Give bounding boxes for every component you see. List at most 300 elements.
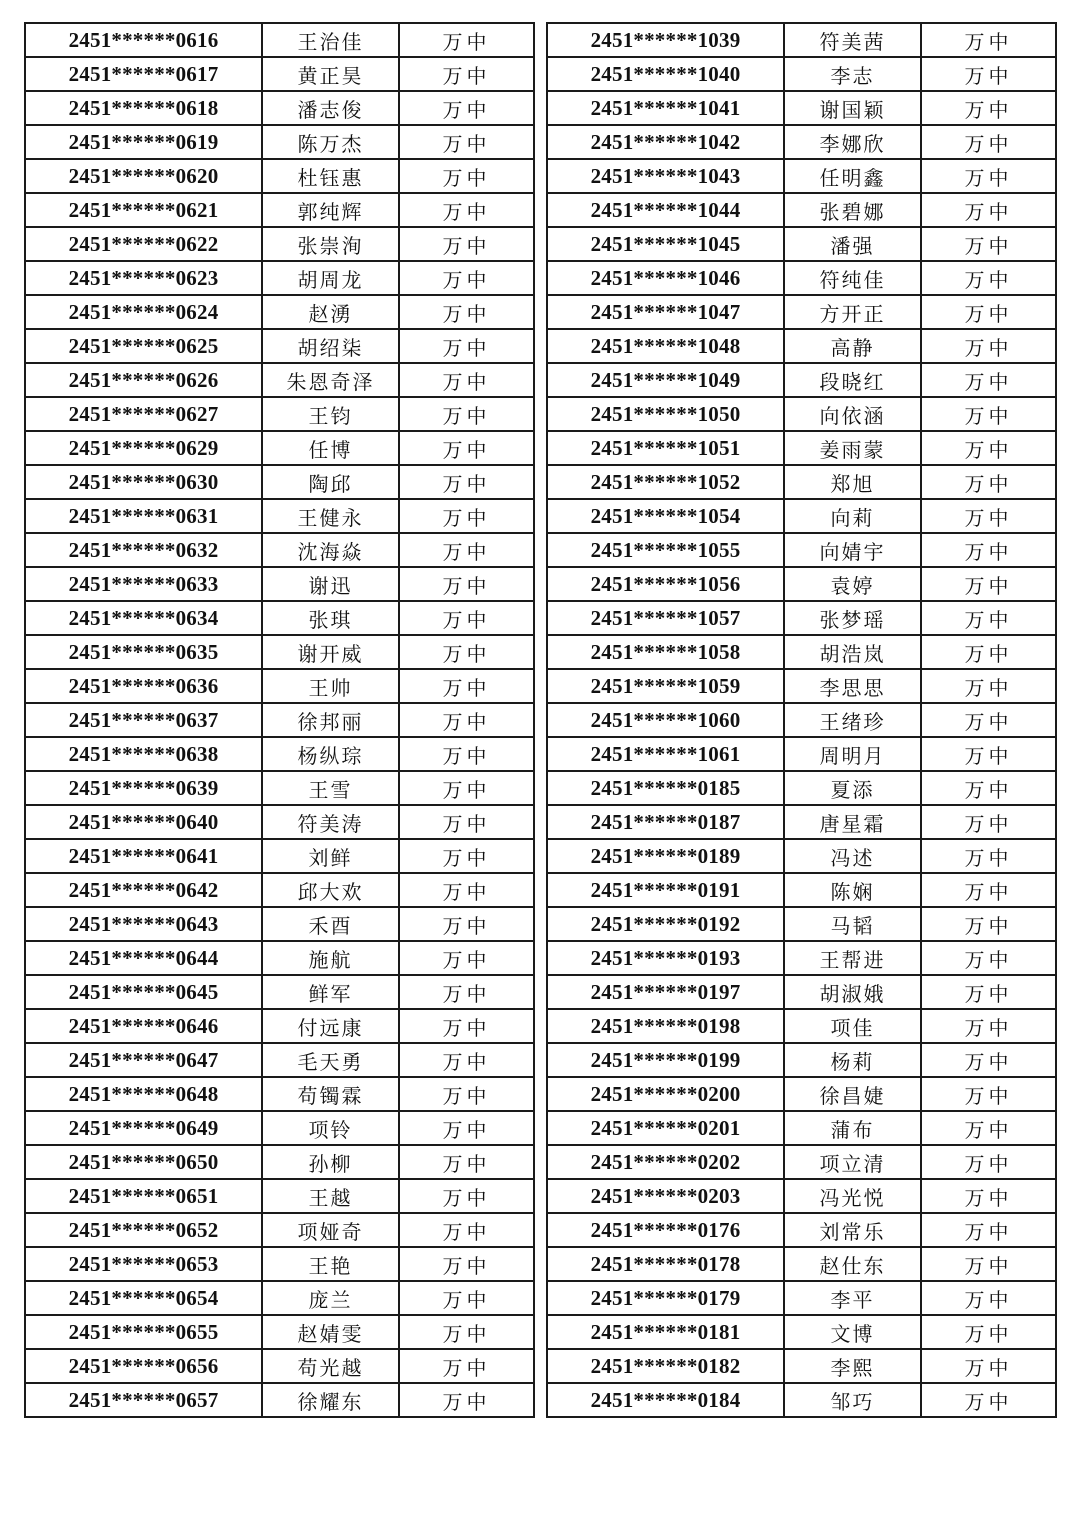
school-cell: 万中 — [921, 669, 1056, 703]
name-cell: 李娜欣 — [784, 125, 921, 159]
id-cell: 2451******0638 — [25, 737, 262, 771]
table-row — [25, 329, 534, 363]
table-row — [25, 907, 534, 941]
id-cell: 2451******0182 — [547, 1349, 784, 1383]
name-cell: 禾酉 — [262, 907, 399, 941]
name-cell: 项铃 — [262, 1111, 399, 1145]
name-cell: 李思思 — [784, 669, 921, 703]
school-cell: 万中 — [921, 295, 1056, 329]
name-cell: 王越 — [262, 1179, 399, 1213]
id-cell: 2451******0626 — [25, 363, 262, 397]
school-cell: 万中 — [399, 1281, 534, 1315]
name-cell: 刘鲜 — [262, 839, 399, 873]
school-cell: 万中 — [399, 261, 534, 295]
name-cell: 杨莉 — [784, 1043, 921, 1077]
name-cell: 付远康 — [262, 1009, 399, 1043]
id-cell: 2451******1054 — [547, 499, 784, 533]
name-cell: 沈海焱 — [262, 533, 399, 567]
school-cell: 万中 — [921, 1383, 1056, 1417]
id-cell: 2451******0625 — [25, 329, 262, 363]
name-cell: 赵湧 — [262, 295, 399, 329]
school-cell: 万中 — [399, 1247, 534, 1281]
table-row — [547, 499, 1056, 533]
name-cell: 李熙 — [784, 1349, 921, 1383]
name-cell: 邹巧 — [784, 1383, 921, 1417]
name-cell: 朱恩奇泽 — [262, 363, 399, 397]
school-cell: 万中 — [399, 1383, 534, 1417]
id-cell: 2451******1044 — [547, 193, 784, 227]
table-row — [25, 1077, 534, 1111]
id-cell: 2451******1045 — [547, 227, 784, 261]
school-cell: 万中 — [921, 635, 1056, 669]
id-cell: 2451******0635 — [25, 635, 262, 669]
id-cell: 2451******1059 — [547, 669, 784, 703]
school-cell: 万中 — [921, 1043, 1056, 1077]
name-cell: 王治佳 — [262, 23, 399, 57]
id-cell: 2451******0181 — [547, 1315, 784, 1349]
id-cell: 2451******1047 — [547, 295, 784, 329]
name-cell: 赵仕东 — [784, 1247, 921, 1281]
id-cell: 2451******0201 — [547, 1111, 784, 1145]
name-cell: 杨纵琮 — [262, 737, 399, 771]
id-cell: 2451******0623 — [25, 261, 262, 295]
school-cell: 万中 — [921, 159, 1056, 193]
school-cell: 万中 — [399, 397, 534, 431]
name-cell: 王雪 — [262, 771, 399, 805]
table-row — [25, 295, 534, 329]
name-cell: 苟镯霖 — [262, 1077, 399, 1111]
table-row — [547, 1315, 1056, 1349]
id-cell: 2451******0647 — [25, 1043, 262, 1077]
table-row — [25, 23, 534, 57]
id-cell: 2451******1046 — [547, 261, 784, 295]
school-cell: 万中 — [399, 125, 534, 159]
school-cell: 万中 — [399, 363, 534, 397]
id-cell: 2451******0656 — [25, 1349, 262, 1383]
name-cell: 李平 — [784, 1281, 921, 1315]
table-row — [25, 499, 534, 533]
id-cell: 2451******1043 — [547, 159, 784, 193]
table-row — [25, 1213, 534, 1247]
id-cell: 2451******0621 — [25, 193, 262, 227]
name-cell: 张碧娜 — [784, 193, 921, 227]
table-row — [25, 1247, 534, 1281]
table-row — [25, 533, 534, 567]
name-cell: 冯述 — [784, 839, 921, 873]
table-row — [25, 1383, 534, 1417]
table-row — [547, 465, 1056, 499]
name-cell: 陈娴 — [784, 873, 921, 907]
table-row — [25, 1281, 534, 1315]
table-row — [547, 227, 1056, 261]
table-row — [25, 737, 534, 771]
name-cell: 姜雨蒙 — [784, 431, 921, 465]
id-cell: 2451******0655 — [25, 1315, 262, 1349]
id-cell: 2451******0189 — [547, 839, 784, 873]
school-cell: 万中 — [921, 227, 1056, 261]
school-cell: 万中 — [921, 193, 1056, 227]
school-cell: 万中 — [399, 601, 534, 635]
table-row — [25, 669, 534, 703]
id-cell: 2451******0634 — [25, 601, 262, 635]
name-cell: 胡浩岚 — [784, 635, 921, 669]
school-cell: 万中 — [399, 703, 534, 737]
name-cell: 谢国颖 — [784, 91, 921, 125]
table-row — [25, 941, 534, 975]
roster-table-left — [24, 22, 535, 1418]
table-row — [547, 669, 1056, 703]
school-cell: 万中 — [399, 907, 534, 941]
name-cell: 蒲布 — [784, 1111, 921, 1145]
name-cell: 任博 — [262, 431, 399, 465]
id-cell: 2451******0624 — [25, 295, 262, 329]
name-cell: 王绪珍 — [784, 703, 921, 737]
school-cell: 万中 — [399, 1077, 534, 1111]
school-cell: 万中 — [921, 91, 1056, 125]
school-cell: 万中 — [921, 1315, 1056, 1349]
id-cell: 2451******1060 — [547, 703, 784, 737]
table-row — [547, 1383, 1056, 1417]
name-cell: 谢迅 — [262, 567, 399, 601]
id-cell: 2451******1055 — [547, 533, 784, 567]
table-row — [25, 431, 534, 465]
id-cell: 2451******0629 — [25, 431, 262, 465]
name-cell: 张梦瑶 — [784, 601, 921, 635]
table-row — [25, 193, 534, 227]
table-row — [547, 771, 1056, 805]
school-cell: 万中 — [921, 533, 1056, 567]
school-cell: 万中 — [921, 567, 1056, 601]
id-cell: 2451******0645 — [25, 975, 262, 1009]
table-row — [547, 839, 1056, 873]
school-cell: 万中 — [399, 805, 534, 839]
table-row — [547, 261, 1056, 295]
table-row — [25, 567, 534, 601]
name-cell: 潘强 — [784, 227, 921, 261]
id-cell: 2451******1052 — [547, 465, 784, 499]
table-row — [25, 1315, 534, 1349]
table-row — [547, 601, 1056, 635]
school-cell: 万中 — [921, 261, 1056, 295]
school-cell: 万中 — [399, 465, 534, 499]
id-cell: 2451******0617 — [25, 57, 262, 91]
school-cell: 万中 — [399, 1043, 534, 1077]
id-cell: 2451******0179 — [547, 1281, 784, 1315]
table-row — [547, 805, 1056, 839]
name-cell: 项立清 — [784, 1145, 921, 1179]
name-cell: 毛天勇 — [262, 1043, 399, 1077]
name-cell: 马韬 — [784, 907, 921, 941]
school-cell: 万中 — [921, 1213, 1056, 1247]
school-cell: 万中 — [399, 1349, 534, 1383]
school-cell: 万中 — [921, 703, 1056, 737]
id-cell: 2451******0653 — [25, 1247, 262, 1281]
name-cell: 邱大欢 — [262, 873, 399, 907]
school-cell: 万中 — [921, 873, 1056, 907]
name-cell: 徐邦丽 — [262, 703, 399, 737]
school-cell: 万中 — [399, 1213, 534, 1247]
name-cell: 孙柳 — [262, 1145, 399, 1179]
school-cell: 万中 — [399, 1111, 534, 1145]
id-cell: 2451******0622 — [25, 227, 262, 261]
id-cell: 2451******0641 — [25, 839, 262, 873]
table-row — [547, 295, 1056, 329]
id-cell: 2451******1039 — [547, 23, 784, 57]
id-cell: 2451******0203 — [547, 1179, 784, 1213]
school-cell: 万中 — [921, 1179, 1056, 1213]
name-cell: 项佳 — [784, 1009, 921, 1043]
school-cell: 万中 — [921, 1281, 1056, 1315]
id-cell: 2451******0616 — [25, 23, 262, 57]
school-cell: 万中 — [399, 669, 534, 703]
school-cell: 万中 — [399, 533, 534, 567]
table-row — [547, 91, 1056, 125]
school-cell: 万中 — [399, 567, 534, 601]
school-cell: 万中 — [399, 227, 534, 261]
name-cell: 徐耀东 — [262, 1383, 399, 1417]
name-cell: 张琪 — [262, 601, 399, 635]
name-cell: 文博 — [784, 1315, 921, 1349]
table-row — [25, 261, 534, 295]
school-cell: 万中 — [921, 839, 1056, 873]
name-cell: 王帮进 — [784, 941, 921, 975]
school-cell: 万中 — [399, 499, 534, 533]
id-cell: 2451******0644 — [25, 941, 262, 975]
name-cell: 刘常乐 — [784, 1213, 921, 1247]
id-cell: 2451******1050 — [547, 397, 784, 431]
school-cell: 万中 — [399, 1315, 534, 1349]
table-row — [25, 771, 534, 805]
name-cell: 向婧宇 — [784, 533, 921, 567]
table-row — [547, 329, 1056, 363]
roster-body-left — [25, 23, 534, 1417]
school-cell: 万中 — [921, 975, 1056, 1009]
table-row — [547, 431, 1056, 465]
school-cell: 万中 — [921, 737, 1056, 771]
name-cell: 杜钰惠 — [262, 159, 399, 193]
school-cell: 万中 — [399, 295, 534, 329]
table-row — [25, 397, 534, 431]
school-cell: 万中 — [399, 635, 534, 669]
name-cell: 鲜军 — [262, 975, 399, 1009]
name-cell: 王健永 — [262, 499, 399, 533]
school-cell: 万中 — [399, 23, 534, 57]
table-row — [25, 839, 534, 873]
id-cell: 2451******0640 — [25, 805, 262, 839]
id-cell: 2451******0632 — [25, 533, 262, 567]
name-cell: 方开正 — [784, 295, 921, 329]
table-row — [547, 1247, 1056, 1281]
name-cell: 赵婧雯 — [262, 1315, 399, 1349]
name-cell: 袁婷 — [784, 567, 921, 601]
table-row — [547, 703, 1056, 737]
table-row — [25, 159, 534, 193]
id-cell: 2451******0200 — [547, 1077, 784, 1111]
school-cell: 万中 — [399, 431, 534, 465]
school-cell: 万中 — [921, 601, 1056, 635]
id-cell: 2451******1061 — [547, 737, 784, 771]
name-cell: 符美茜 — [784, 23, 921, 57]
name-cell: 胡周龙 — [262, 261, 399, 295]
id-cell: 2451******1058 — [547, 635, 784, 669]
id-cell: 2451******1042 — [547, 125, 784, 159]
id-cell: 2451******0185 — [547, 771, 784, 805]
name-cell: 任明鑫 — [784, 159, 921, 193]
table-row — [25, 873, 534, 907]
table-row — [547, 1281, 1056, 1315]
table-row — [25, 465, 534, 499]
id-cell: 2451******0642 — [25, 873, 262, 907]
table-row — [25, 1009, 534, 1043]
school-cell: 万中 — [399, 329, 534, 363]
id-cell: 2451******0202 — [547, 1145, 784, 1179]
id-cell: 2451******0620 — [25, 159, 262, 193]
school-cell: 万中 — [921, 431, 1056, 465]
table-row — [25, 1349, 534, 1383]
id-cell: 2451******0627 — [25, 397, 262, 431]
table-row — [547, 1179, 1056, 1213]
id-cell: 2451******1057 — [547, 601, 784, 635]
name-cell: 胡绍柒 — [262, 329, 399, 363]
name-cell: 李志 — [784, 57, 921, 91]
school-cell: 万中 — [921, 397, 1056, 431]
name-cell: 唐星霜 — [784, 805, 921, 839]
table-row — [25, 975, 534, 1009]
name-cell: 谢开威 — [262, 635, 399, 669]
school-cell: 万中 — [399, 1009, 534, 1043]
school-cell: 万中 — [921, 57, 1056, 91]
name-cell: 高静 — [784, 329, 921, 363]
id-cell: 2451******0646 — [25, 1009, 262, 1043]
school-cell: 万中 — [921, 941, 1056, 975]
school-cell: 万中 — [399, 193, 534, 227]
id-cell: 2451******0651 — [25, 1179, 262, 1213]
table-row — [25, 363, 534, 397]
school-cell: 万中 — [399, 771, 534, 805]
name-cell: 陶邱 — [262, 465, 399, 499]
name-cell: 庞兰 — [262, 1281, 399, 1315]
school-cell: 万中 — [921, 907, 1056, 941]
school-cell: 万中 — [399, 873, 534, 907]
table-row — [547, 363, 1056, 397]
id-cell: 2451******1048 — [547, 329, 784, 363]
id-cell: 2451******0619 — [25, 125, 262, 159]
name-cell: 向莉 — [784, 499, 921, 533]
school-cell: 万中 — [399, 57, 534, 91]
table-row — [547, 1009, 1056, 1043]
school-cell: 万中 — [921, 1145, 1056, 1179]
school-cell: 万中 — [921, 125, 1056, 159]
school-cell: 万中 — [399, 1179, 534, 1213]
table-row — [25, 125, 534, 159]
id-cell: 2451******0618 — [25, 91, 262, 125]
id-cell: 2451******0631 — [25, 499, 262, 533]
id-cell: 2451******0187 — [547, 805, 784, 839]
table-row — [547, 1043, 1056, 1077]
id-cell: 2451******0643 — [25, 907, 262, 941]
name-cell: 苟光越 — [262, 1349, 399, 1383]
table-row — [25, 1111, 534, 1145]
name-cell: 施航 — [262, 941, 399, 975]
school-cell: 万中 — [921, 499, 1056, 533]
table-row — [547, 635, 1056, 669]
name-cell: 张崇洵 — [262, 227, 399, 261]
name-cell: 符美涛 — [262, 805, 399, 839]
name-cell: 符纯佳 — [784, 261, 921, 295]
id-cell: 2451******0176 — [547, 1213, 784, 1247]
school-cell: 万中 — [921, 363, 1056, 397]
table-row — [25, 703, 534, 737]
table-row — [547, 975, 1056, 1009]
name-cell: 胡淑娥 — [784, 975, 921, 1009]
table-row — [547, 1111, 1056, 1145]
table-row — [547, 23, 1056, 57]
id-cell: 2451******0197 — [547, 975, 784, 1009]
id-cell: 2451******0633 — [25, 567, 262, 601]
id-cell: 2451******0654 — [25, 1281, 262, 1315]
table-row — [547, 1077, 1056, 1111]
roster-table-right — [546, 22, 1057, 1418]
name-cell: 项娅奇 — [262, 1213, 399, 1247]
table-row — [547, 57, 1056, 91]
school-cell: 万中 — [921, 1349, 1056, 1383]
school-cell: 万中 — [399, 839, 534, 873]
school-cell: 万中 — [921, 1111, 1056, 1145]
id-cell: 2451******0636 — [25, 669, 262, 703]
school-cell: 万中 — [921, 771, 1056, 805]
name-cell: 周明月 — [784, 737, 921, 771]
school-cell: 万中 — [399, 159, 534, 193]
table-row — [25, 227, 534, 261]
id-cell: 2451******1040 — [547, 57, 784, 91]
name-cell: 黄正昊 — [262, 57, 399, 91]
id-cell: 2451******0178 — [547, 1247, 784, 1281]
id-cell: 2451******0630 — [25, 465, 262, 499]
table-row — [25, 1145, 534, 1179]
table-row — [547, 159, 1056, 193]
table-row — [547, 125, 1056, 159]
id-cell: 2451******0191 — [547, 873, 784, 907]
school-cell: 万中 — [921, 1077, 1056, 1111]
table-row — [547, 1349, 1056, 1383]
id-cell: 2451******0199 — [547, 1043, 784, 1077]
id-cell: 2451******0648 — [25, 1077, 262, 1111]
table-row — [547, 907, 1056, 941]
name-cell: 徐昌婕 — [784, 1077, 921, 1111]
id-cell: 2451******0184 — [547, 1383, 784, 1417]
table-row — [547, 1213, 1056, 1247]
school-cell: 万中 — [921, 329, 1056, 363]
table-row — [547, 941, 1056, 975]
school-cell: 万中 — [399, 975, 534, 1009]
name-cell: 陈万杰 — [262, 125, 399, 159]
id-cell: 2451******1041 — [547, 91, 784, 125]
name-cell: 段晓红 — [784, 363, 921, 397]
id-cell: 2451******0637 — [25, 703, 262, 737]
school-cell: 万中 — [921, 805, 1056, 839]
name-cell: 王钧 — [262, 397, 399, 431]
name-cell: 向依涵 — [784, 397, 921, 431]
id-cell: 2451******0649 — [25, 1111, 262, 1145]
id-cell: 2451******0198 — [547, 1009, 784, 1043]
school-cell: 万中 — [399, 91, 534, 125]
id-cell: 2451******0639 — [25, 771, 262, 805]
table-row — [547, 533, 1056, 567]
school-cell: 万中 — [921, 465, 1056, 499]
school-cell: 万中 — [399, 941, 534, 975]
table-row — [547, 397, 1056, 431]
id-cell: 2451******1051 — [547, 431, 784, 465]
